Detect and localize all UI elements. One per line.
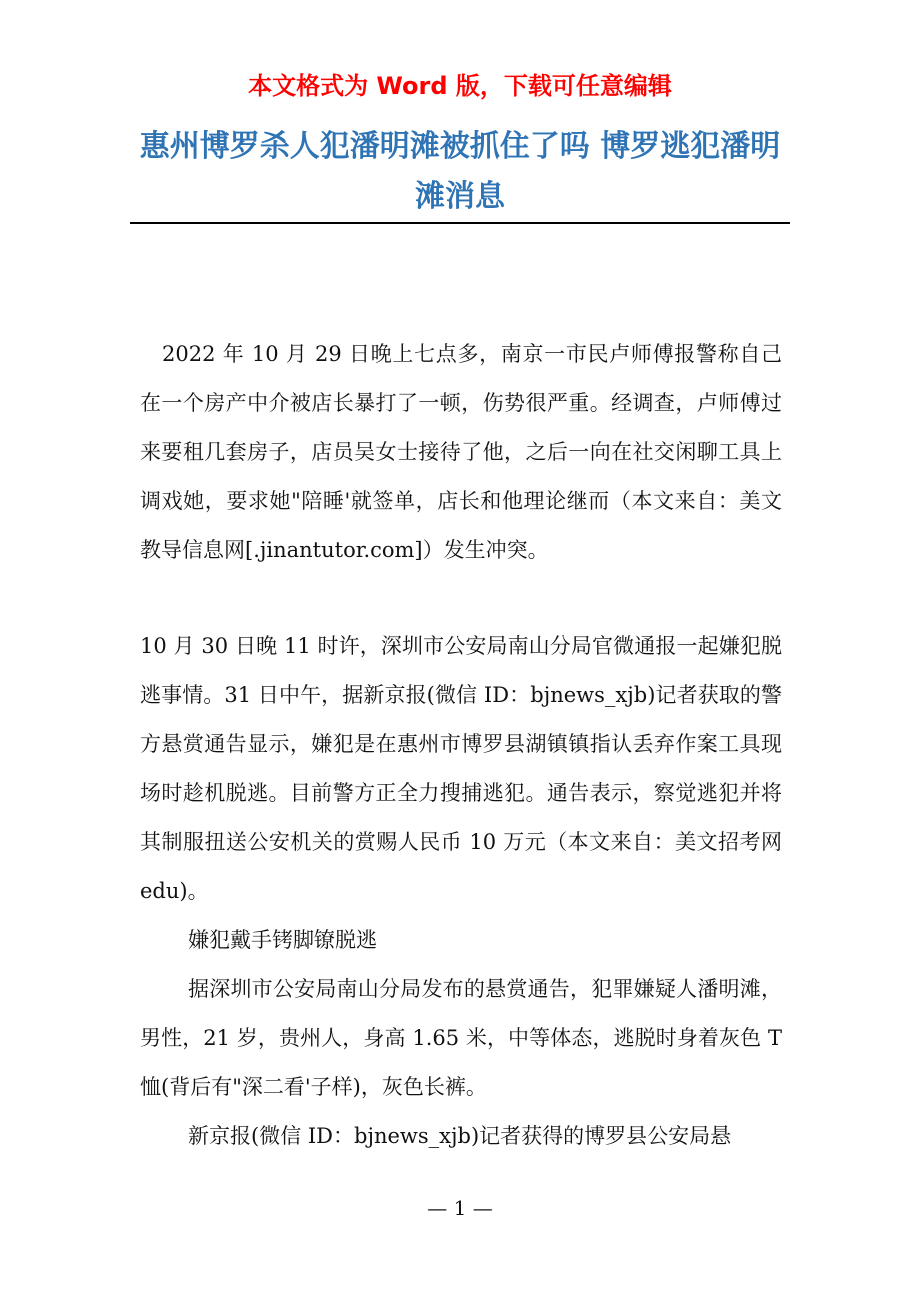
page-number: — 1 — <box>427 1196 493 1220</box>
paragraph: 新京报(微信 ID：bjnews_xjb)记者获得的博罗县公安局悬 <box>188 1124 732 1148</box>
paragraph: 2022 年 10 月 29 日晚上七点多，南京一市民卢师傅报警称自己在一个房产中介被店长暴打了一顿，伤势很严重。经调查，卢师傅过来要租几套房子，店员吴女士接待了他，之后一向在社交闲聊工具上调戏她，要求她"陪睡'就签单，店长和他理论继而（本文来自：美文教导信息网[.jinantutor.com]）发生冲突。 <box>140 342 782 562</box>
paragraph: 据深圳市公安局南山分局发布的悬赏通告，犯罪嫌疑人潘明滩，男性，21 岁，贵州人，身高 1.65 米，中等体态，逃脱时身着灰色 T 恤(背后有"深二看'子样)，灰色长裤。 <box>140 977 782 1099</box>
document-title: 惠州博罗杀人犯潘明滩被抓住了吗 博罗逃犯潘明滩消息 <box>139 129 781 214</box>
paragraph: 10 月 30 日晚 11 时许，深圳市公安局南山分局官微通报一起嫌犯脱逃事情。31 日中午，据新京报(微信 ID：bjnews_xjb)记者获取的警方悬赏通告显示，嫌犯是在惠州市博罗县湖镇镇指认丢弃作案工具现场时趁机脱逃。目前警方正全力搜捕逃犯。通告表示，察觉逃犯并将其制服扭送公安机关的赏赐人民币 10 万元（本文来自：美文招考网 edu)。 <box>140 634 782 903</box>
title-divider <box>130 222 790 224</box>
word-format-notice: 本文格式为 Word 版，下载可任意编辑 <box>248 72 672 100</box>
subheading: 嫌犯戴手铐脚镣脱逃 <box>188 928 377 952</box>
article-body <box>140 330 782 1161</box>
